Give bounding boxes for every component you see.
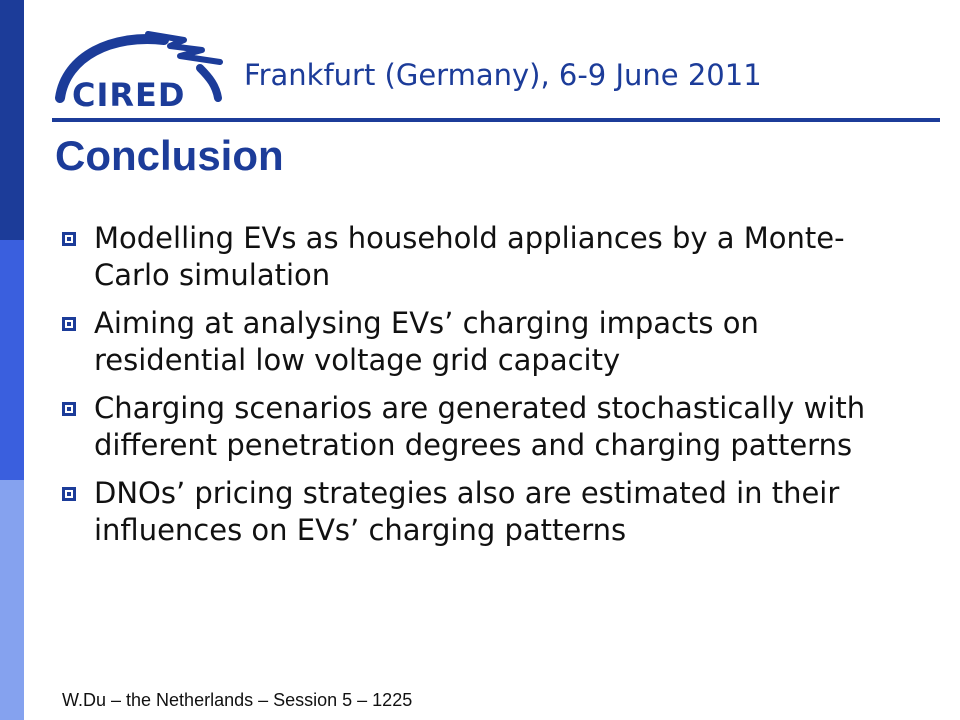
square-bullet-icon (62, 487, 76, 501)
bullet-text: Aiming at analysing EVs’ charging impacts on residential low voltage grid capacity (94, 306, 759, 377)
side-bar-dark (0, 0, 24, 240)
bullet-text: DNOs’ pricing strategies also are estimated in their influences on EVs’ charging patterns (94, 476, 840, 547)
bullet-list (62, 220, 892, 560)
footer-text: W.Du – the Netherlands – Session 5 – 1225 (62, 690, 413, 710)
bullet-item (62, 220, 892, 294)
header-divider (52, 118, 940, 122)
bullet-item (62, 305, 892, 379)
side-bar-mid (0, 240, 24, 480)
conference-title: Frankfurt (Germany), 6-9 June 2011 (244, 58, 762, 92)
bullet-item (62, 475, 892, 549)
slide-title: Conclusion (55, 132, 284, 179)
square-bullet-icon (62, 402, 76, 416)
bullet-text: Modelling EVs as household appliances by a Monte-Carlo simulation (94, 221, 845, 292)
bullet-item (62, 390, 892, 464)
square-bullet-icon (62, 232, 76, 246)
side-bar-light (0, 480, 24, 720)
logo-text: CIRED (72, 76, 186, 114)
bullet-text: Charging scenarios are generated stochastically with different penetration degrees and charging patterns (94, 391, 866, 462)
square-bullet-icon (62, 317, 76, 331)
